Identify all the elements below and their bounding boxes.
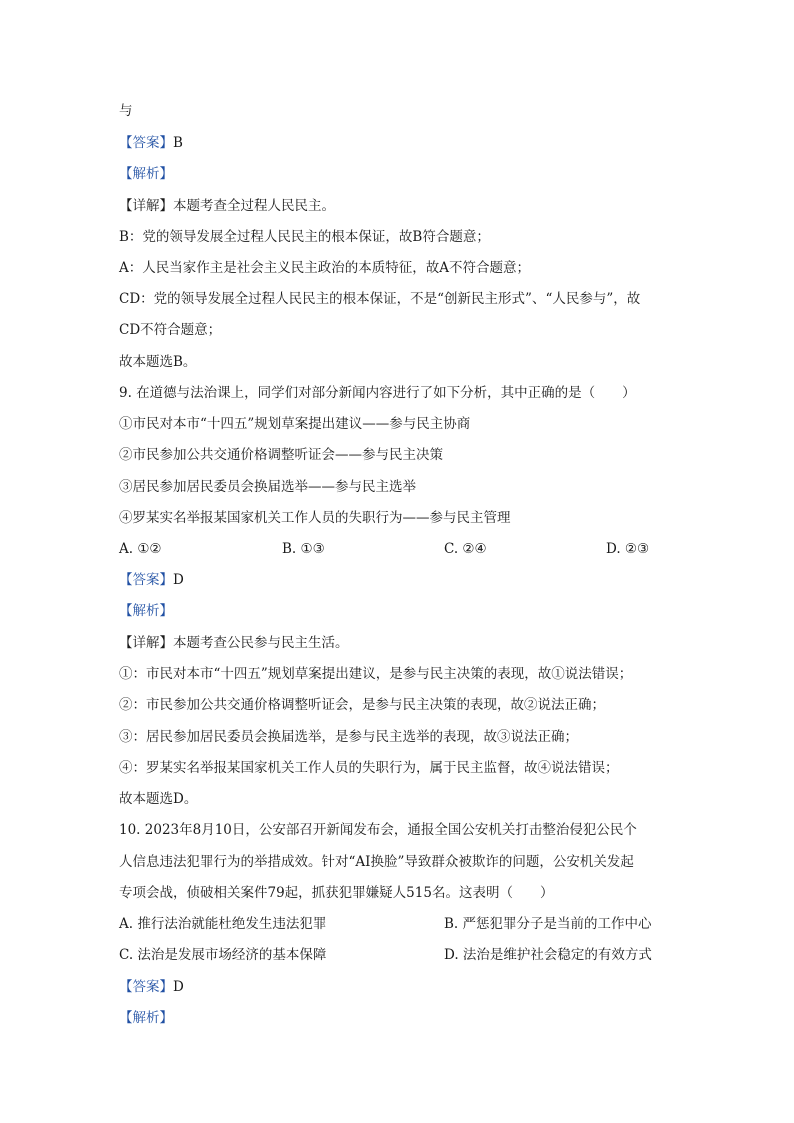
detail-line-q9 [119, 633, 349, 653]
option-d: D. 法治是维护社会稳定的有效方式 [444, 947, 652, 963]
option-c: C. ②④ [444, 541, 487, 557]
answer-line-q8 [119, 133, 183, 153]
text-line: B：党的领导发展全过程人民民主的根本保证，故B符合题意； [119, 229, 490, 245]
text-line: 人信息违法犯罪行为的举措成效。针对“AI换脸”导致群众被欺诈的问题，公安机关发起 [119, 854, 634, 870]
detail-text: 本题考查公民参与民主生活。 [173, 635, 349, 651]
text-line: ①：市民对本市“十四五”规划草案提出建议，是参与民主决策的表现，故①说法错误； [119, 666, 633, 682]
detail-text: 本题考查全过程人民民主。 [173, 198, 335, 214]
detail-tag: 【详解】 [119, 198, 173, 214]
option-d: D. ②③ [606, 541, 650, 557]
text-line: 故本题选B。 [119, 354, 197, 370]
answer-line-q9 [119, 570, 184, 590]
statement-line: ②市民参加公共交通价格调整听证会——参与民主决策 [119, 447, 443, 463]
text-line: A：人民当家作主是社会主义民主政治的本质特征，故A不符合题意； [119, 260, 530, 276]
text-line: 与 [119, 103, 133, 119]
text-line: 故本题选D。 [119, 791, 198, 807]
question-10: 10. 2023年8月10日，公安部召开新闻发布会，通报全国公安机关打击整治侵犯公民个 [119, 822, 637, 838]
option-a: A. 推行法治就能杜绝发生违法犯罪 [119, 916, 327, 932]
text-line: CD不符合题意； [119, 322, 222, 338]
question-9: 9. 在道德与法治课上，同学们对部分新闻内容进行了如下分析，其中正确的是（ ） [119, 385, 636, 401]
option-b: B. ①③ [282, 541, 325, 557]
text-line: ③：居民参加居民委员会换届选举，是参与民主选举的表现，故③说法正确； [119, 729, 578, 745]
text-line: CD：党的领导发展全过程人民民主的根本保证，不是“创新民主形式”、“人民参与”，故 [119, 291, 641, 307]
statement-line: ④罗某实名举报某国家机关工作人员的失职行为——参与民主管理 [119, 510, 511, 526]
answer-tag: 【答案】 [119, 572, 173, 588]
analysis-tag: 【解析】 [119, 166, 173, 182]
text-line: 专项会战，侦破相关案件79起，抓获犯罪嫌疑人515名。这表明（ ） [119, 885, 554, 901]
text-line: ②：市民参加公共交通价格调整听证会，是参与民主决策的表现，故②说法正确； [119, 697, 605, 713]
analysis-tag: 【解析】 [119, 603, 173, 619]
option-b: B. 严惩犯罪分子是当前的工作中心 [444, 916, 652, 932]
option-a: A. ①② [119, 541, 162, 557]
text-line: ④：罗某实名举报某国家机关工作人员的失职行为，属于民主监督，故④说法错误； [119, 760, 619, 776]
answer-tag: 【答案】 [119, 135, 173, 151]
answer-line-q10 [119, 977, 184, 997]
statement-line: ①市民对本市“十四五”规划草案提出建议——参与民主协商 [119, 416, 471, 432]
answer-tag: 【答案】 [119, 979, 173, 995]
option-c: C. 法治是发展市场经济的基本保障 [119, 947, 327, 963]
statement-line: ③居民参加居民委员会换届选举——参与民主选举 [119, 479, 416, 495]
answer-value: B [173, 135, 183, 151]
detail-tag: 【详解】 [119, 635, 173, 651]
analysis-tag: 【解析】 [119, 1010, 173, 1026]
answer-value: D [173, 572, 184, 588]
answer-value: D [173, 979, 184, 995]
detail-line-q8 [119, 196, 335, 216]
